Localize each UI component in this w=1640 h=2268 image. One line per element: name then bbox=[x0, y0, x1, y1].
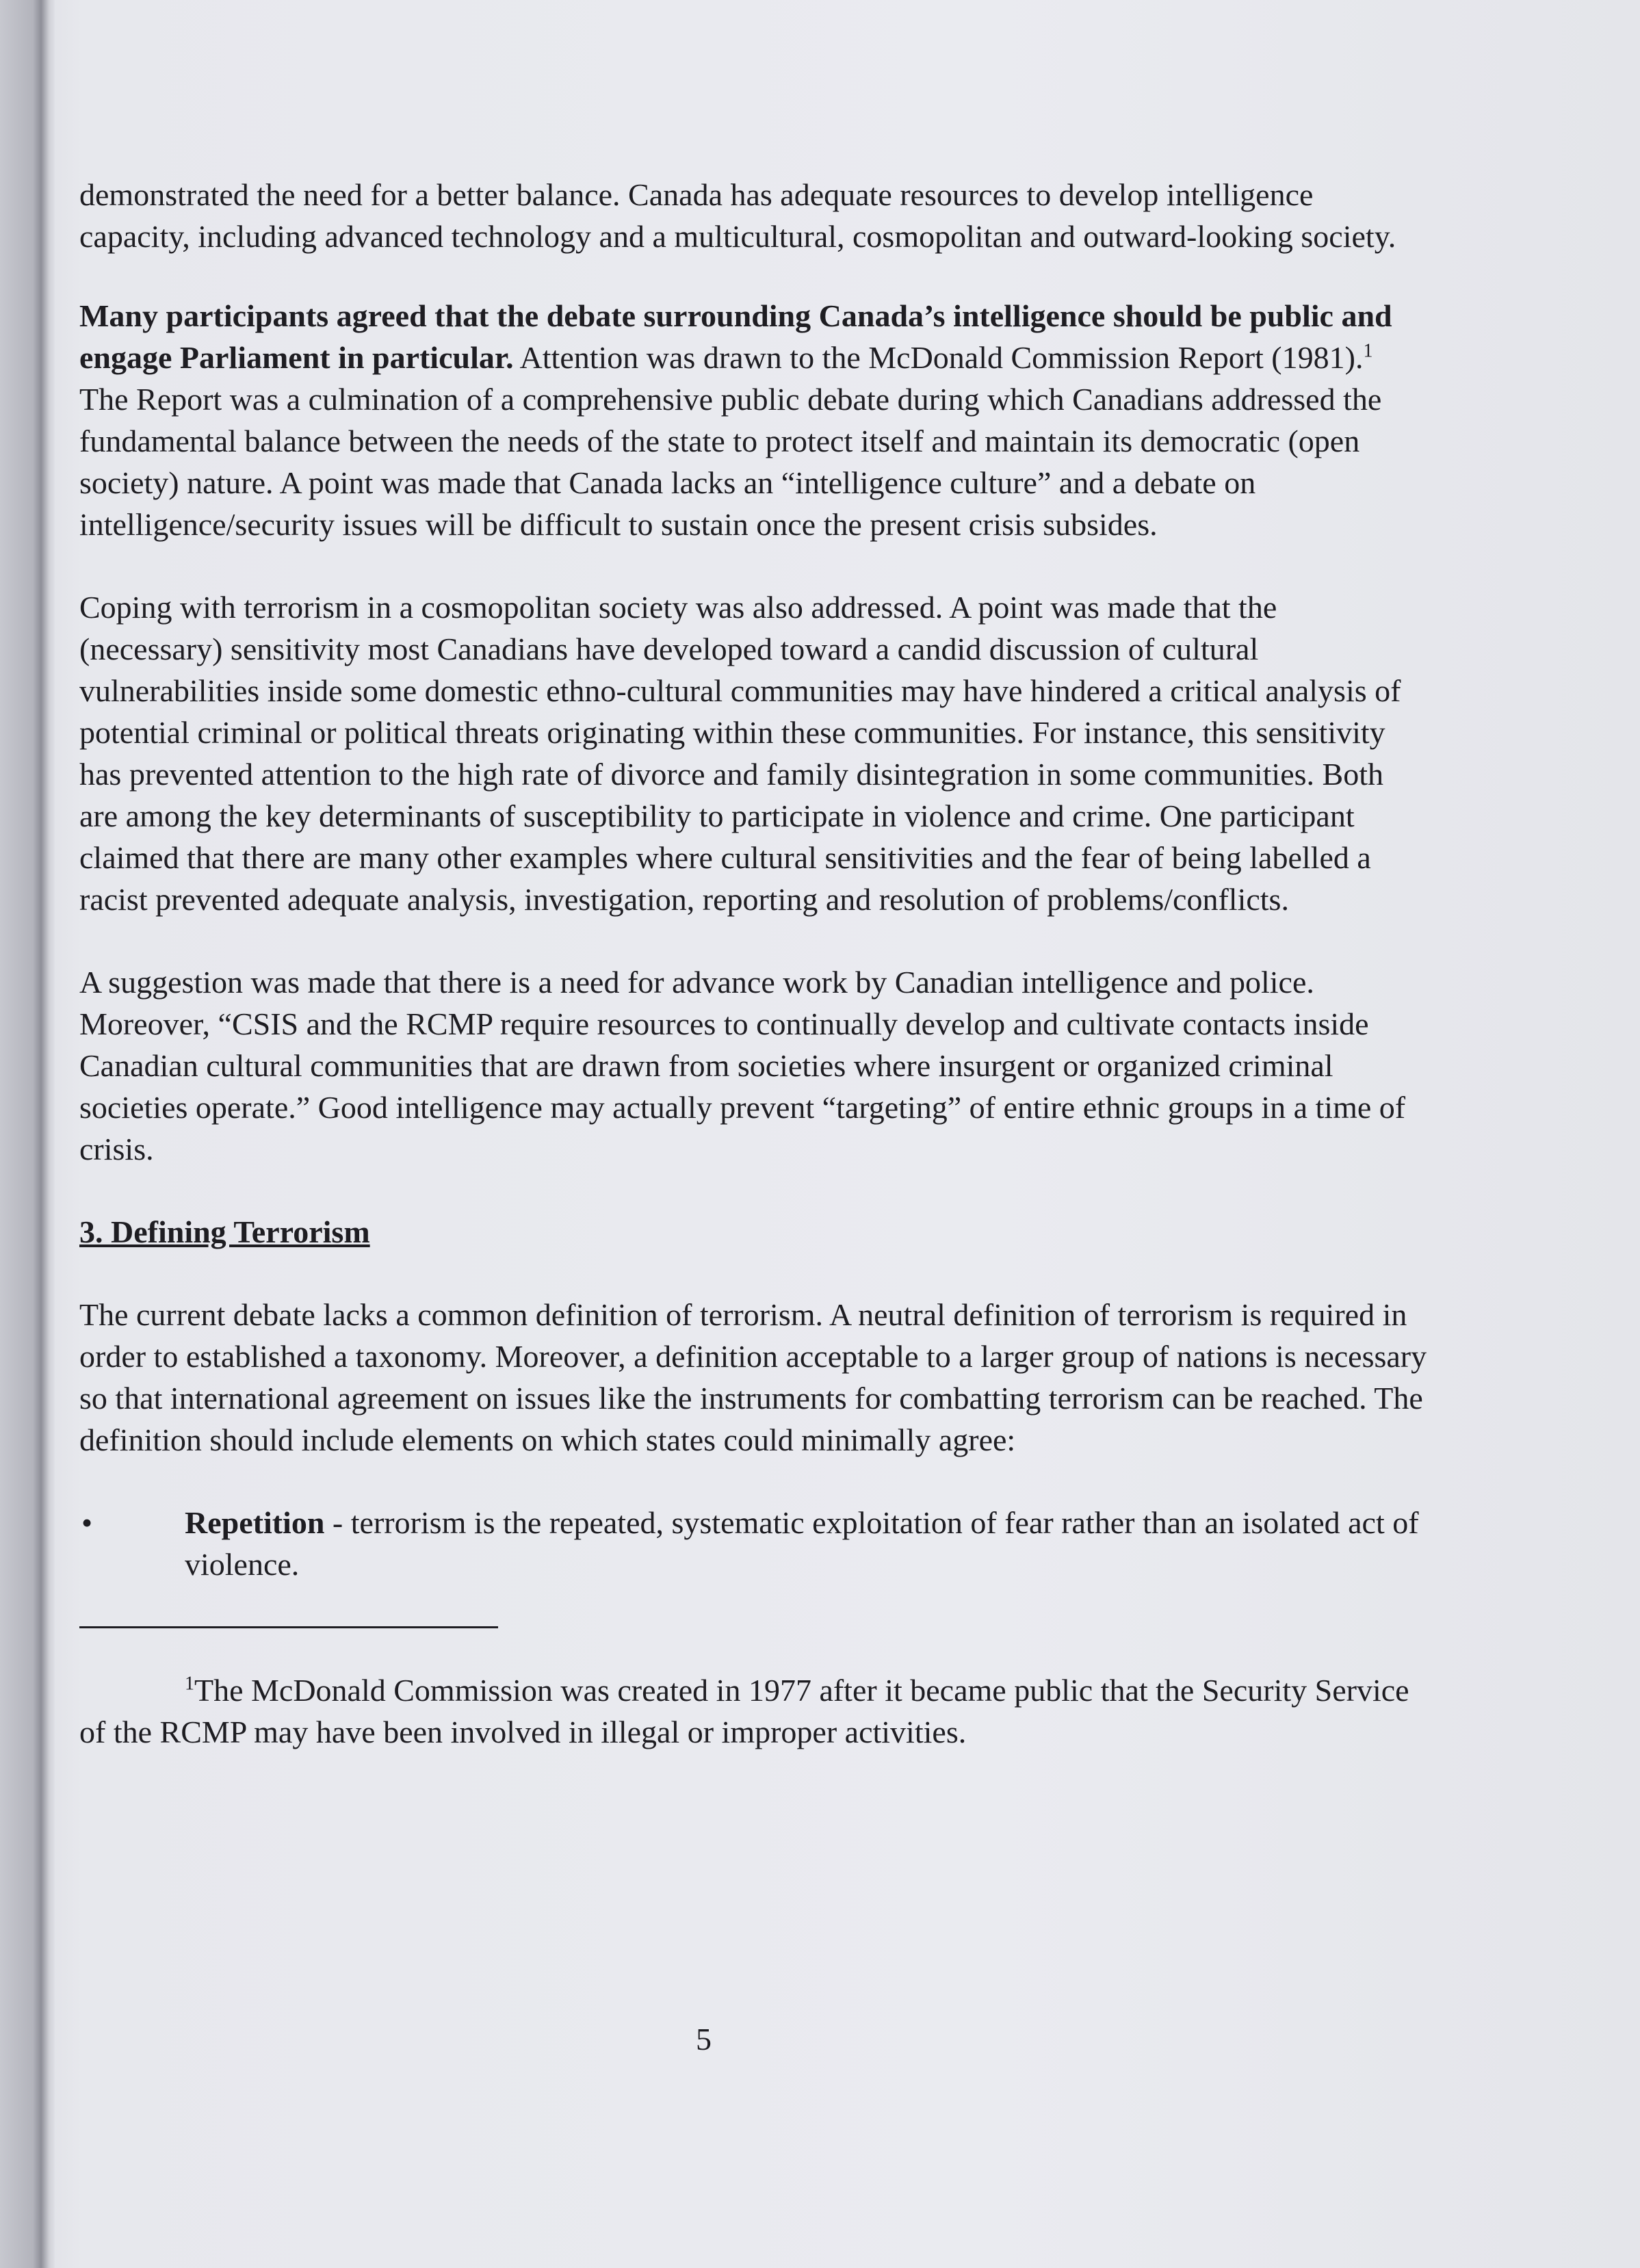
footnote-divider bbox=[79, 1626, 498, 1628]
footnote-text: The McDonald Commission was created in 1977 after it became public that the Security Service of the RCMP may have been involved in illegal or improper activities. bbox=[79, 1673, 1409, 1749]
bullet-text: - terrorism is the repeated, systematic exploitation of fear rather than an isolated act of violence. bbox=[185, 1505, 1419, 1582]
definition-paragraph: The current debate lacks a common definition of terrorism. A neutral definition of terrorism is required in order to established a taxonomy. Moreover, a definition acceptable to a larger group of nations is necessary so that international agreement on issues like the instruments for combatting terrorism can be reached. The definition should include elements on which states could minimally agree: bbox=[79, 1297, 1427, 1457]
footnote bbox=[79, 1669, 1427, 1753]
bullet-term: Repetition bbox=[185, 1505, 325, 1540]
section-heading: 3. Defining Terrorism bbox=[79, 1214, 370, 1249]
parliament-debate-paragraph bbox=[79, 295, 1427, 545]
paragraph-lead-sentence: Many participants agreed that the debate surrounding Canada’s intelligence should be public and engage Parliament in particular. bbox=[79, 298, 1392, 375]
bullet-item-repetition bbox=[79, 1502, 1427, 1585]
cosmopolitan-society-paragraph: Coping with terrorism in a cosmopolitan society was also addressed. A point was made that the (necessary) sensitivity most Canadians have developed toward a candid discussion of cultural vulnerabilities inside some domestic ethno-cultural communities may have hindered a critical analysis of potential criminal or political threats originating within these communities. For instance, this sensitivity has prevented attention to the high rate of divorce and family disintegration in some communities. Both are among the key determinants of susceptibility to participate in violence and crime. One participant claimed that there are many other examples where cultural sensitivities and the fear of being labelled a racist prevented adequate analysis, investigation, reporting and resolution of problems/conflicts. bbox=[79, 590, 1401, 917]
paragraph-text: The Report was a culmination of a comprehensive public debate during which Canadians addressed the fundamental balance between the needs of the state to protect itself and maintain its democratic (open society) nature. A point was made that Canada lacks an “intelligence culture” and a debate on intelligence/security issues will be difficult to sustain once the present crisis subsides. bbox=[79, 382, 1382, 542]
page-number: 5 bbox=[696, 2022, 712, 2057]
document-body bbox=[79, 174, 1427, 1753]
bullet-icon: • bbox=[81, 1505, 93, 1540]
page-binding-edge bbox=[0, 0, 55, 2268]
advance-work-paragraph: A suggestion was made that there is a need for advance work by Canadian intelligence and police. Moreover, “CSIS and the RCMP require resources to continually develop and cultivate contacts inside Canadian cultural communities that are drawn from societies where insurgent or organized criminal societies operate.” Good intelligence may actually prevent “targeting” of entire ethnic groups in a time of crisis. bbox=[79, 965, 1406, 1166]
paragraph-text: Attention was drawn to the McDonald Commission Report (1981). bbox=[513, 340, 1364, 375]
footnote-marker: 1 bbox=[185, 1673, 194, 1695]
intro-paragraph: demonstrated the need for a better balance. Canada has adequate resources to develop intelligence capacity, including advanced technology and a multicultural, cosmopolitan and outward-looking society. bbox=[79, 177, 1396, 254]
footnote-reference[interactable]: 1 bbox=[1363, 340, 1373, 362]
